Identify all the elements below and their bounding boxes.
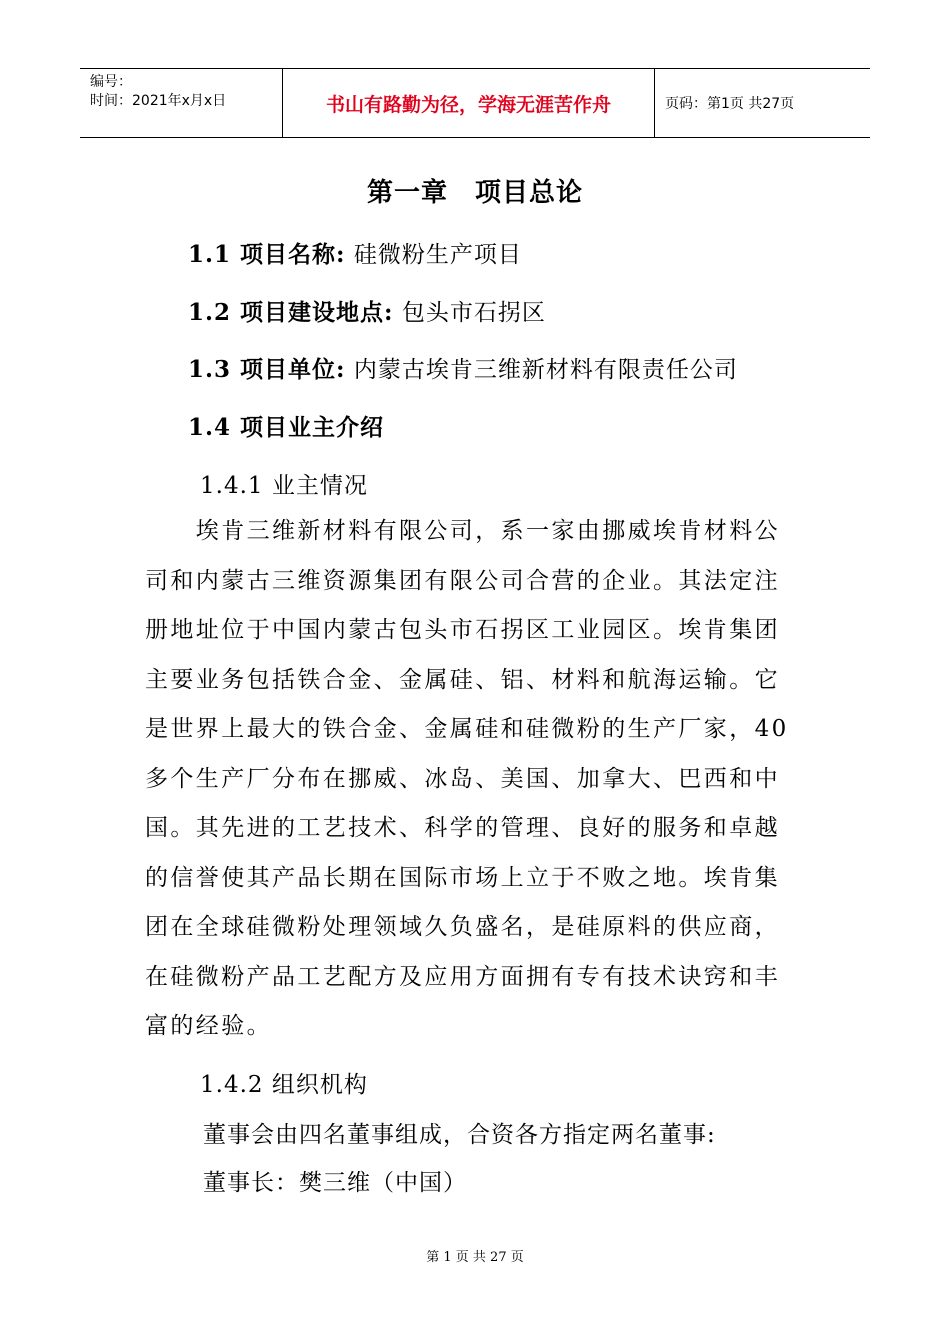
subsection-organization: 1.4.2 组织机构 bbox=[200, 1072, 368, 1098]
section-owner-intro bbox=[188, 409, 384, 442]
item-label: 1.1 项目名称: bbox=[188, 241, 346, 268]
header-left-cell bbox=[80, 69, 282, 137]
page-footer: 第 1 页 共 27 页 bbox=[426, 1250, 524, 1265]
paragraph-line: 在硅微粉产品工艺配方及应用方面拥有专有技术诀窍和丰 bbox=[145, 963, 780, 990]
item-label: 1.3 项目单位: bbox=[188, 356, 346, 383]
paragraph-line: 司和内蒙古三维资源集团有限公司合营的企业。其法定注 bbox=[145, 567, 780, 594]
paragraph-line: 团在全球硅微粉处理领域久负盛名，是硅原料的供应商， bbox=[145, 914, 780, 940]
section-heading: 1.4 项目业主介绍 bbox=[188, 414, 385, 441]
chapter-title: 第一章 项目总论 bbox=[366, 178, 583, 208]
paragraph-line: 国。其先进的工艺技术、科学的管理、良好的服务和卓越 bbox=[145, 815, 780, 841]
subsection-owner-status: 1.4.1 业主情况 bbox=[200, 473, 368, 499]
paragraph-line: 是世界上最大的铁合金、金属硅和硅微粉的生产厂家，40 bbox=[145, 716, 789, 742]
paragraph-line: 册地址位于中国内蒙古包头市石拐区工业园区。埃肯集团 bbox=[145, 617, 780, 643]
paragraph-line: 富的经验。 bbox=[145, 1013, 272, 1039]
item-project-name bbox=[188, 236, 522, 269]
item-value: 内蒙古埃肯三维新材料有限责任公司 bbox=[353, 357, 738, 383]
item-project-location bbox=[188, 294, 546, 327]
item-value: 硅微粉生产项目 bbox=[353, 242, 522, 268]
code-label: 编号： bbox=[90, 74, 132, 90]
item-project-unit bbox=[188, 351, 738, 384]
paragraph-line: 的信誉使其产品长期在国际市场上立于不败之地。埃肯集 bbox=[145, 864, 780, 891]
header-motto: 书山有路勤为径，学海无涯苦作舟 bbox=[282, 69, 655, 137]
item-label: 1.2 项目建设地点: bbox=[188, 299, 394, 326]
owner-paragraph bbox=[145, 507, 810, 1052]
time-label: 时间：2021年x月x日 bbox=[90, 93, 227, 109]
page-header bbox=[80, 68, 870, 138]
header-page-info: 页码：第1页 共27页 bbox=[665, 96, 795, 112]
paragraph-line: 埃肯三维新材料有限公司，系一家由挪威埃肯材料公 bbox=[145, 518, 780, 544]
item-value: 包头市石拐区 bbox=[401, 300, 546, 326]
chairman-line: 董事长：樊三维（中国） bbox=[203, 1170, 467, 1196]
paragraph-line: 主要业务包括铁合金、金属硅、铝、材料和航海运输。它 bbox=[145, 666, 780, 693]
paragraph-line: 多个生产厂分布在挪威、冰岛、美国、加拿大、巴西和中 bbox=[145, 765, 780, 792]
board-composition: 董事会由四名董事组成，合资各方指定两名董事: bbox=[203, 1122, 716, 1148]
